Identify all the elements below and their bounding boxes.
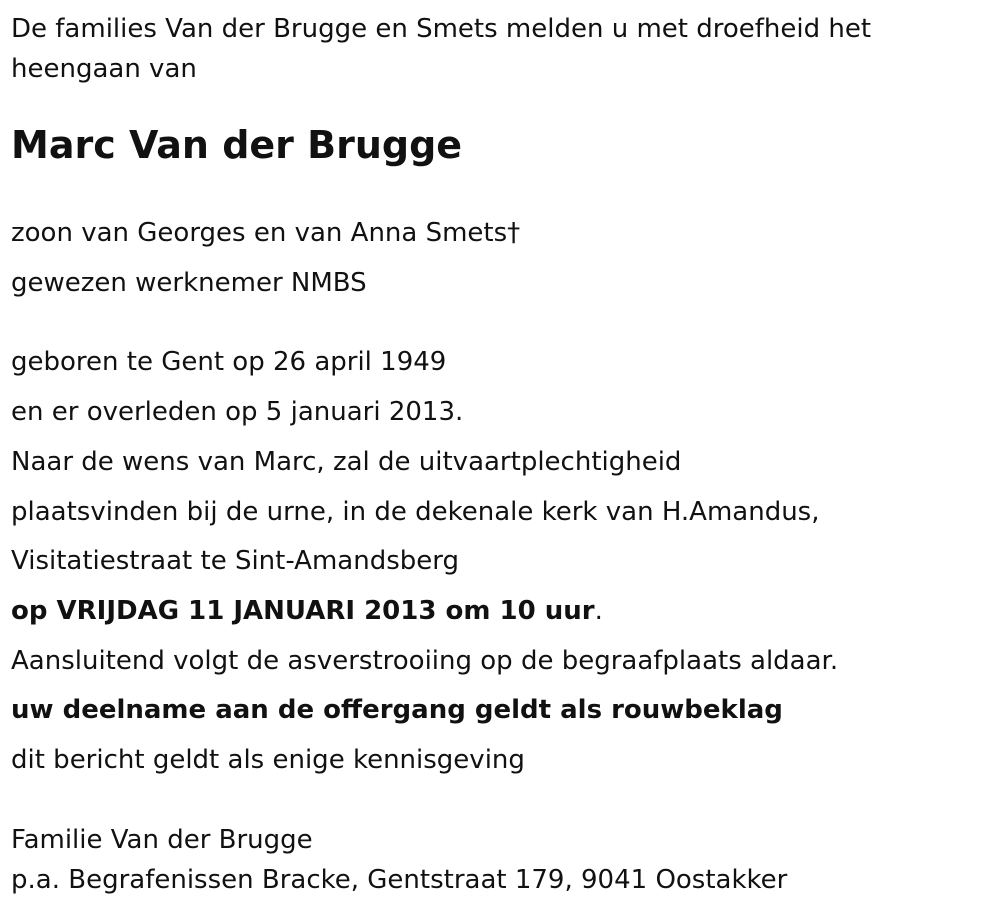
scattering-line: Aansluitend volgt de asverstrooiing op de begraafplaats aldaar. <box>11 646 839 676</box>
address-line: p.a. Begrafenissen Bracke, Gentstraat 179, 9041 Oostakker <box>11 865 788 895</box>
deceased-name: Marc Van der Brugge <box>11 123 463 167</box>
occupation-line: gewezen werknemer NMBS <box>11 268 367 298</box>
ceremony-line-2: plaatsvinden bij de urne, in de dekenale kerk van H.Amandus, <box>11 497 820 527</box>
cross-icon: † <box>507 218 521 248</box>
death-line: en er overleden op 5 januari 2013. <box>11 397 464 427</box>
ceremony-line-1: Naar de wens van Marc, zal de uitvaartplechtigheid <box>11 447 682 477</box>
ceremony-date: op VRIJDAG 11 JANUARI 2013 om 10 uur <box>11 596 595 626</box>
ceremony-line-3: Visitatiestraat te Sint-Amandsberg <box>11 546 459 576</box>
family-signature: Familie Van der Brugge <box>11 825 313 855</box>
intro-text: De families Van der Brugge en Smets melden u met droefheid het heengaan van <box>11 14 872 84</box>
birth-line: geboren te Gent op 26 april 1949 <box>11 347 447 377</box>
relation-text: zoon van Georges en van Anna Smets <box>11 218 508 248</box>
ceremony-date-suffix: . <box>594 596 603 626</box>
ceremony-date-line <box>11 596 603 626</box>
relation-line <box>11 218 520 248</box>
offering-note: uw deelname aan de offergang geldt als rouwbeklag <box>11 695 783 725</box>
notice-note: dit bericht geldt als enige kennisgeving <box>11 745 525 775</box>
